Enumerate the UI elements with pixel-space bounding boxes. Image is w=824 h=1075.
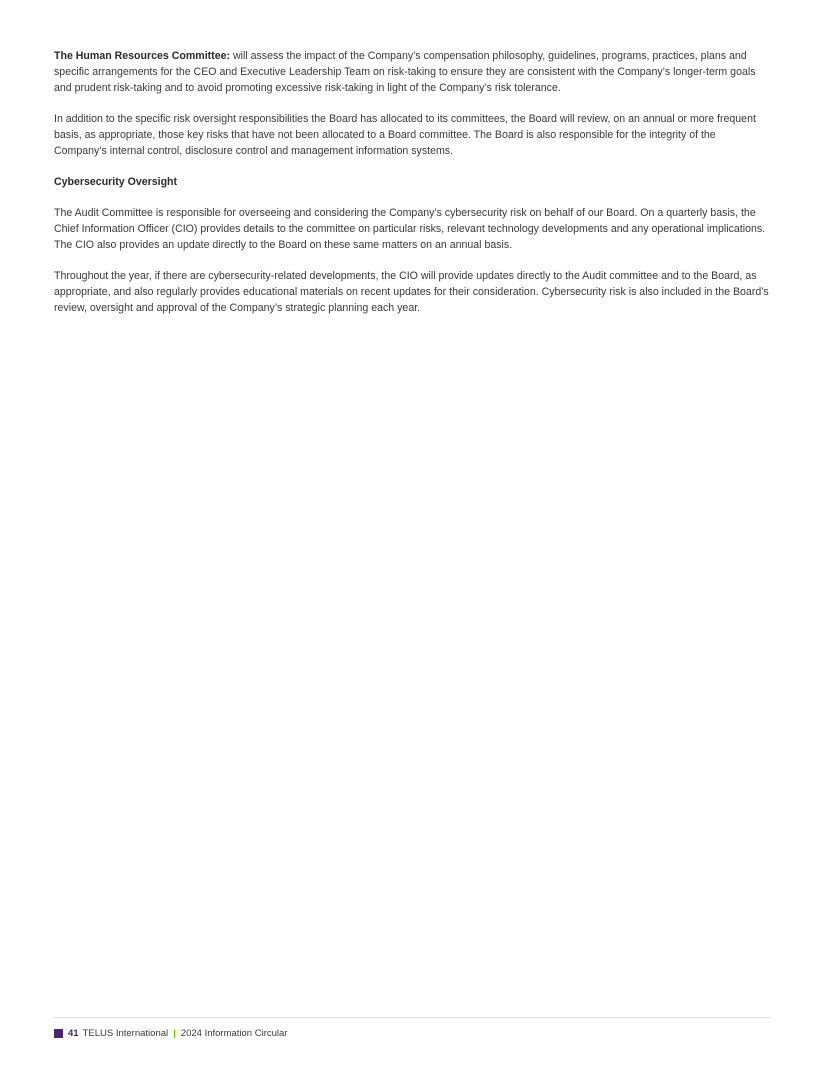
footer-document-title: 2024 Information Circular: [180, 1027, 288, 1039]
hr-committee-lead: The Human Resources Committee:: [54, 50, 231, 62]
page-body: [54, 48, 770, 331]
footer-company: TELUS International: [82, 1027, 169, 1039]
footer-separator: |: [173, 1027, 176, 1039]
brand-square-icon: [54, 1029, 63, 1038]
cybersecurity-paragraph-2: Throughout the year, if there are cybersecurity-related developments, the CIO will provide updates directly to the Audit committee and to the Board, as appropriate, and also regularly provides educational materials on recent updates for their consideration. Cybersecurity risk is also included in the Board’s review, oversight and approval of the Company’s strategic planning each year.: [54, 270, 769, 314]
footer-divider: [54, 1017, 770, 1018]
hr-committee-paragraph: [54, 48, 770, 96]
cybersecurity-heading: Cybersecurity Oversight: [54, 176, 178, 188]
hr-committee-text: will assess the impact of the Company’s compensation philosophy, guidelines, programs, practices, plans and specific arrangements for the CEO and Executive Leadership Team on risk-taking to ensure they are consistent with the Company’s longer-term goals and prudent risk-taking and to avoid promoting excessive risk-taking in light of the Company’s risk tolerance.: [54, 50, 756, 94]
page-footer: [54, 1026, 287, 1040]
board-oversight-paragraph: In addition to the specific risk oversight responsibilities the Board has allocated to its committees, the Board will review, on an annual or more frequent basis, as appropriate, those key risks that have not been allocated to a Board committee. The Board is also responsible for the integrity of the Company’s internal control, disclosure control and management information systems.: [54, 113, 756, 157]
page-number: 41: [68, 1027, 79, 1039]
cybersecurity-paragraph-1: The Audit Committee is responsible for overseeing and considering the Company’s cybersecurity risk on behalf of our Board. On a quarterly basis, the Chief Information Officer (CIO) provides details to the committee on particular risks, relevant technology developments and any operational implications. The CIO also provides an update directly to the Board on these same matters on an annual basis.: [54, 207, 766, 251]
